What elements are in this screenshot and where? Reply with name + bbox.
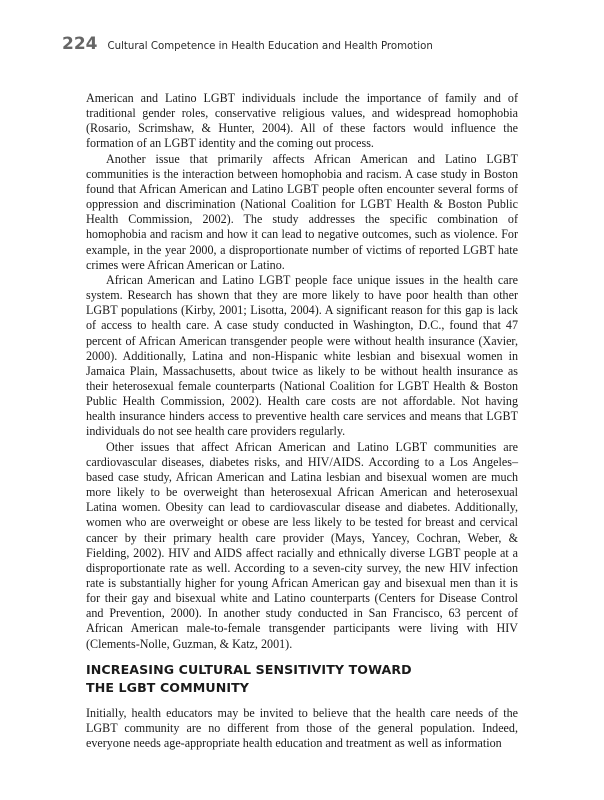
paragraph: American and Latino LGBT individuals include the importance of family and of traditional gender roles, conservative religious values, and widespread homophobia (Rosario, Scrimshaw, & Hunter, 2004). All of these factors would influence the formation of an LGBT identity and the coming out process.	[86, 91, 518, 151]
section-body	[86, 706, 518, 751]
section-heading	[86, 661, 518, 697]
running-title: Cultural Competence in Health Education and Health Promotion	[107, 41, 433, 52]
paragraph: Another issue that primarily affects African American and Latino LGBT communities is the interaction between homophobia and racism. A case study in Boston found that African American and Latino LGBT people often encounter several forms of oppression and discrimination (National Coalition for LGBT Health & Boston Public Health Commission, 2002). The study addresses the specific combination of homophobia and racism and how it can lead to negative outcomes, such as violence. For example, in the year 2000, a disproportionate number of victims of reported LGBT hate crimes were African American or Latino.	[86, 151, 518, 272]
paragraph: Other issues that affect African American and Latino LGBT communities are cardiovascular diseases, diabetes risks, and HIV/AIDS. According to a Los Angeles–based case study, African American and Latina lesbian and bisexual women are much more likely to be overweight than heterosexual African American and heterosexual Latina women. Obesity can lead to cardiovascular disease and diabetes. Additionally, women who are overweight or obese are less likely to be tested for breast and cervical cancer by their primary health care provider (Mays, Yancey, Cochran, Weber, & Fielding, 2002). HIV and AIDS affect racially and ethnically diverse LGBT people at a disproportionate rate as well. According to a seven-city survey, the new HIV infection rate is substantially higher for young African American gay and bisexual men than it is for their gay and bisexual white and Latino counterparts (Centers for Disease Control and Prevention, 2000). In another study conducted in San Francisco, 63 percent of African American male-to-female transgender participants were living with HIV (Clements-Nolle, Guzman, & Katz, 2001).	[86, 439, 518, 651]
page-number: 224	[62, 34, 98, 54]
body-text	[86, 91, 518, 652]
section-heading-line: THE LGBT COMMUNITY	[86, 680, 250, 695]
section-heading-line: INCREASING CULTURAL SENSITIVITY TOWARD	[86, 662, 412, 677]
paragraph: Initially, health educators may be invited to believe that the health care needs of the LGBT community are no different from those of the general population. Indeed, everyone needs age-appropriate health education and treatment as well as information	[86, 706, 518, 751]
running-header	[62, 34, 542, 56]
paragraph: African American and Latino LGBT people face unique issues in the health care system. Research has shown that they are more likely to have poor health than other LGBT populations (Kirby, 2001; Lisotta, 2004). A significant reason for this gap is lack of access to health care. A case study conducted in Washington, D.C., found that 47 percent of African American transgender people were without health insurance (Xavier, 2000). Additionally, Latina and non-Hispanic white lesbian and bisexual women in Jamaica Plain, Massachusetts, about twice as likely to be without health insurance as their heterosexual female counterparts (National Coalition for LGBT Health & Boston Public Health Commission, 2002). Health care costs are not affordable. Not having health insurance hinders access to preventive health care services and means that LGBT individuals do not see health care providers regularly.	[86, 272, 518, 439]
